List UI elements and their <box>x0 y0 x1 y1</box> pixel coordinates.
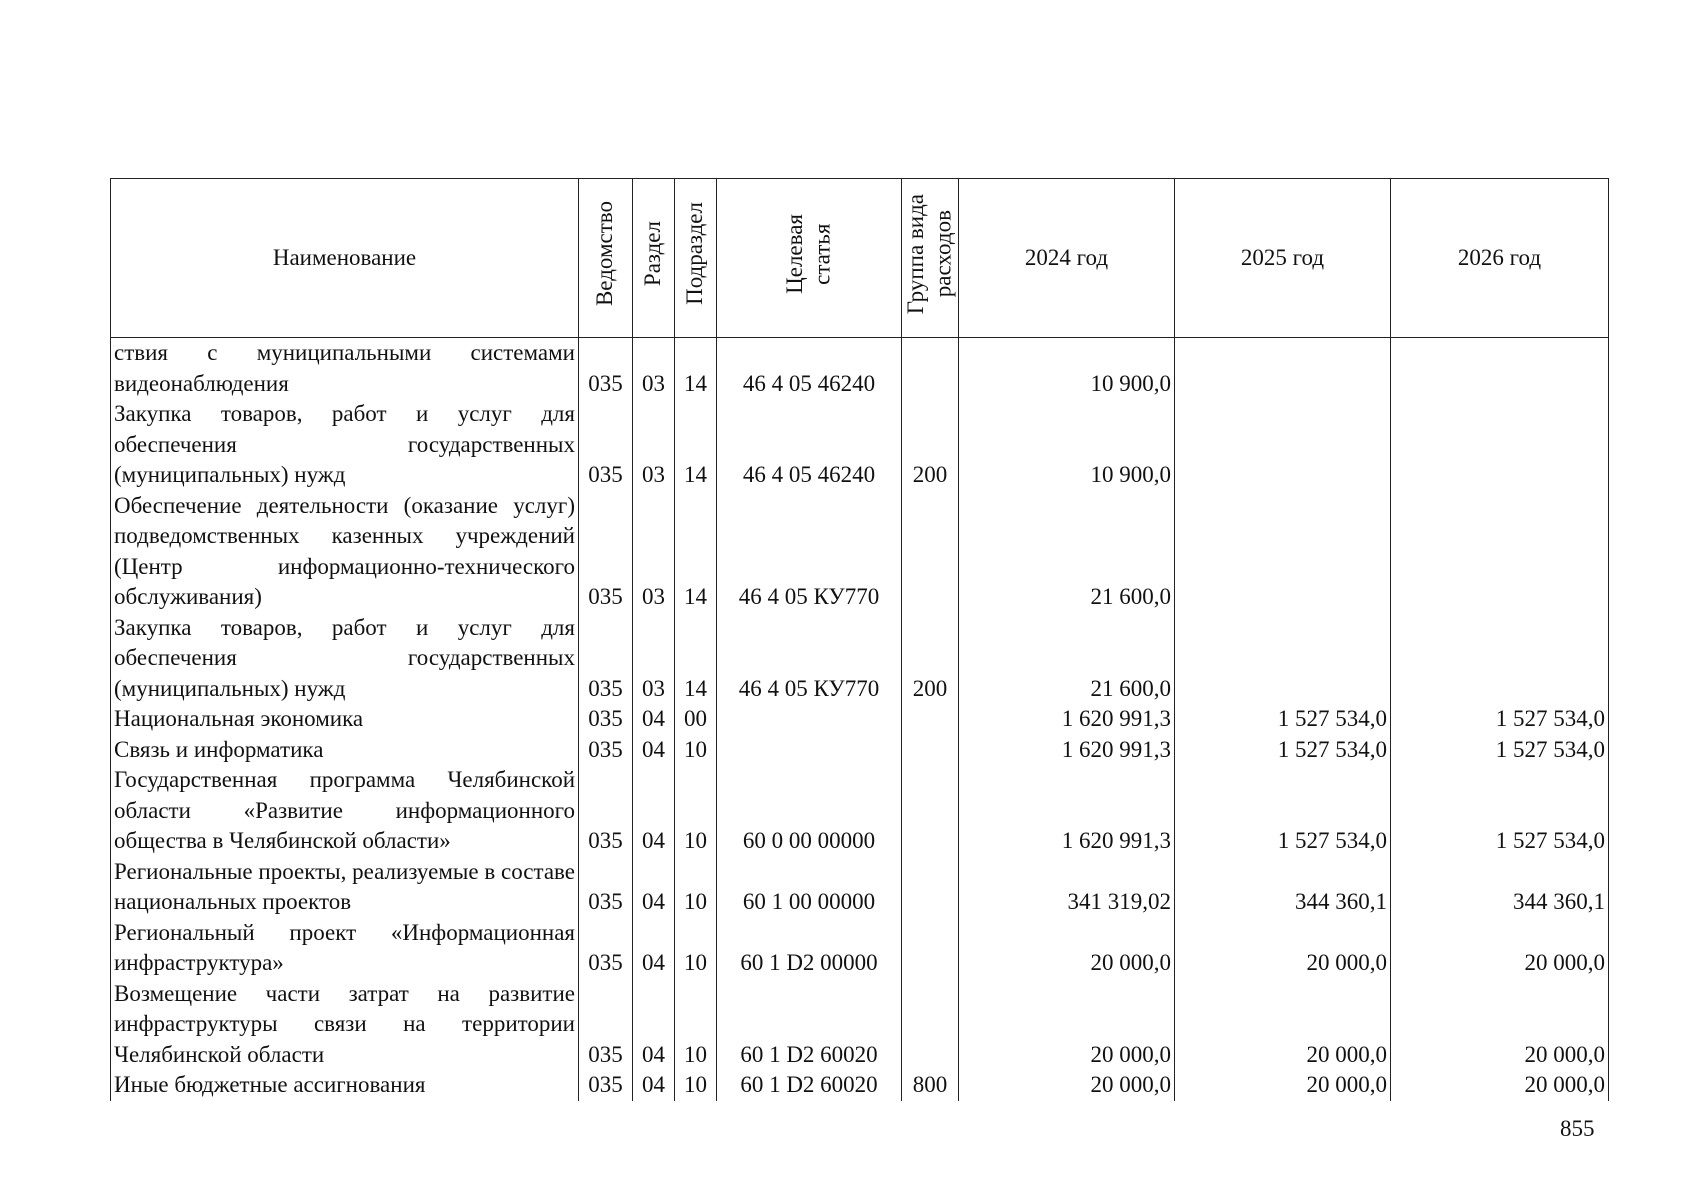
cell-vedomstvo: 035 <box>579 613 633 705</box>
cell-vedomstvo: 035 <box>579 1070 633 1101</box>
cell-2025: 20 000,0 <box>1175 979 1391 1071</box>
header-gruppa-label: Группа вида расходов <box>903 193 956 314</box>
cell-2025: 1 527 534,0 <box>1175 735 1391 766</box>
cell-podrazdel: 10 <box>675 735 717 766</box>
table-row <box>111 735 1609 766</box>
cell-2026 <box>1391 491 1609 613</box>
cell-razdel: 04 <box>633 735 675 766</box>
cell-razdel: 03 <box>633 491 675 613</box>
cell-gruppa <box>902 338 959 400</box>
cell-podrazdel: 10 <box>675 979 717 1071</box>
cell-tselevaya: 60 1 00 00000 <box>717 857 902 918</box>
cell-name: ствия с муниципальными системами видеонаблюдения <box>111 338 579 400</box>
cell-razdel: 04 <box>633 704 675 735</box>
cell-razdel: 03 <box>633 338 675 400</box>
header-name-label: Наименование <box>272 244 417 270</box>
table-row <box>111 918 1609 979</box>
table-row <box>111 399 1609 491</box>
cell-gruppa: 200 <box>902 613 959 705</box>
header-2024 <box>959 179 1175 338</box>
cell-razdel: 04 <box>633 1070 675 1101</box>
cell-2025: 20 000,0 <box>1175 1070 1391 1101</box>
cell-tselevaya: 60 1 D2 60020 <box>717 1070 902 1101</box>
cell-vedomstvo: 035 <box>579 491 633 613</box>
table-row <box>111 857 1609 918</box>
cell-name: Обеспечение деятельности (оказание услуг) подведомственных казенных учреждений (Центр информационно-технического обслуживания) <box>111 491 579 613</box>
table-body <box>111 338 1609 1101</box>
cell-2026 <box>1391 613 1609 705</box>
cell-2024: 1 620 991,3 <box>959 765 1175 857</box>
cell-tselevaya: 46 4 05 46240 <box>717 399 902 491</box>
cell-tselevaya: 60 1 D2 60020 <box>717 979 902 1071</box>
cell-vedomstvo: 035 <box>579 399 633 491</box>
cell-2026: 344 360,1 <box>1391 857 1609 918</box>
cell-2026: 1 527 534,0 <box>1391 765 1609 857</box>
cell-vedomstvo: 035 <box>579 735 633 766</box>
cell-gruppa: 800 <box>902 1070 959 1101</box>
cell-2026: 20 000,0 <box>1391 1070 1609 1101</box>
cell-2026: 20 000,0 <box>1391 979 1609 1071</box>
page-number: 855 <box>1560 1116 1595 1141</box>
cell-podrazdel: 14 <box>675 613 717 705</box>
cell-name: Иные бюджетные ассигнования <box>111 1070 579 1101</box>
cell-razdel: 04 <box>633 765 675 857</box>
cell-2025 <box>1175 338 1391 400</box>
cell-2026 <box>1391 338 1609 400</box>
cell-razdel: 04 <box>633 979 675 1071</box>
header-vedomstvo-label: Ведомство <box>592 201 618 307</box>
table-header-row <box>111 179 1609 338</box>
cell-name: Возмещение части затрат на развитие инфраструктуры связи на территории Челябинской области <box>111 979 579 1071</box>
cell-2025: 1 527 534,0 <box>1175 704 1391 735</box>
cell-name: Национальная экономика <box>111 704 579 735</box>
cell-2024: 20 000,0 <box>959 979 1175 1071</box>
cell-name: Региональные проекты, реализуемые в составе национальных проектов <box>111 857 579 918</box>
cell-2026: 1 527 534,0 <box>1391 735 1609 766</box>
cell-podrazdel: 10 <box>675 857 717 918</box>
header-podrazdel <box>675 179 717 338</box>
table-row <box>111 338 1609 400</box>
header-razdel <box>633 179 675 338</box>
cell-name: Связь и информатика <box>111 735 579 766</box>
cell-razdel: 03 <box>633 613 675 705</box>
cell-2024: 10 900,0 <box>959 338 1175 400</box>
header-vedomstvo <box>579 179 633 338</box>
cell-vedomstvo: 035 <box>579 765 633 857</box>
budget-table <box>110 178 1609 1101</box>
header-tselevaya <box>717 179 902 338</box>
table-row <box>111 765 1609 857</box>
table-row <box>111 704 1609 735</box>
cell-name: Закупка товаров, работ и услуг для обеспечения государственных (муниципальных) нужд <box>111 399 579 491</box>
cell-razdel: 04 <box>633 857 675 918</box>
cell-2024: 1 620 991,3 <box>959 735 1175 766</box>
cell-2025: 1 527 534,0 <box>1175 765 1391 857</box>
cell-tselevaya: 60 0 00 00000 <box>717 765 902 857</box>
cell-2025 <box>1175 399 1391 491</box>
cell-podrazdel: 14 <box>675 491 717 613</box>
cell-2025: 20 000,0 <box>1175 918 1391 979</box>
cell-gruppa <box>902 979 959 1071</box>
cell-tselevaya: 60 1 D2 00000 <box>717 918 902 979</box>
header-2025 <box>1175 179 1391 338</box>
cell-2024: 21 600,0 <box>959 613 1175 705</box>
cell-podrazdel: 14 <box>675 399 717 491</box>
table-row <box>111 979 1609 1071</box>
cell-gruppa: 200 <box>902 399 959 491</box>
cell-2024: 1 620 991,3 <box>959 704 1175 735</box>
table-row <box>111 613 1609 705</box>
header-2024-label: 2024 год <box>1024 244 1109 270</box>
table-row <box>111 491 1609 613</box>
cell-podrazdel: 14 <box>675 338 717 400</box>
cell-tselevaya <box>717 735 902 766</box>
cell-gruppa <box>902 704 959 735</box>
cell-tselevaya: 46 4 05 КУ770 <box>717 613 902 705</box>
cell-razdel: 04 <box>633 918 675 979</box>
cell-2024: 341 319,02 <box>959 857 1175 918</box>
cell-2024: 21 600,0 <box>959 491 1175 613</box>
header-gruppa <box>902 179 959 338</box>
cell-vedomstvo: 035 <box>579 704 633 735</box>
cell-podrazdel: 10 <box>675 1070 717 1101</box>
cell-podrazdel: 00 <box>675 704 717 735</box>
cell-tselevaya <box>717 704 902 735</box>
cell-gruppa <box>902 918 959 979</box>
cell-name: Закупка товаров, работ и услуг для обеспечения государственных (муниципальных) нужд <box>111 613 579 705</box>
header-2026-label: 2026 год <box>1457 244 1542 270</box>
cell-tselevaya: 46 4 05 46240 <box>717 338 902 400</box>
header-2025-label: 2025 год <box>1240 244 1325 270</box>
cell-2024: 20 000,0 <box>959 1070 1175 1101</box>
cell-vedomstvo: 035 <box>579 979 633 1071</box>
cell-2024: 20 000,0 <box>959 918 1175 979</box>
header-2026 <box>1391 179 1609 338</box>
header-tselevaya-label: Целевая статья <box>782 213 835 294</box>
cell-vedomstvo: 035 <box>579 338 633 400</box>
cell-vedomstvo: 035 <box>579 857 633 918</box>
cell-2026: 1 527 534,0 <box>1391 704 1609 735</box>
cell-gruppa <box>902 491 959 613</box>
cell-podrazdel: 10 <box>675 765 717 857</box>
cell-2024: 10 900,0 <box>959 399 1175 491</box>
cell-2026 <box>1391 399 1609 491</box>
cell-podrazdel: 10 <box>675 918 717 979</box>
cell-tselevaya: 46 4 05 КУ770 <box>717 491 902 613</box>
table-row <box>111 1070 1609 1101</box>
cell-2025: 344 360,1 <box>1175 857 1391 918</box>
header-name <box>111 179 579 338</box>
cell-name: Региональный проект «Информационная инфраструктура» <box>111 918 579 979</box>
cell-2026: 20 000,0 <box>1391 918 1609 979</box>
header-razdel-label: Раздел <box>640 221 666 287</box>
cell-gruppa <box>902 857 959 918</box>
cell-gruppa <box>902 735 959 766</box>
header-podrazdel-label: Подраздел <box>682 202 708 306</box>
cell-razdel: 03 <box>633 399 675 491</box>
cell-vedomstvo: 035 <box>579 918 633 979</box>
cell-gruppa <box>902 765 959 857</box>
cell-name: Государственная программа Челябинской области «Развитие информационного общества в Челябинской области» <box>111 765 579 857</box>
cell-2025 <box>1175 613 1391 705</box>
cell-2025 <box>1175 491 1391 613</box>
